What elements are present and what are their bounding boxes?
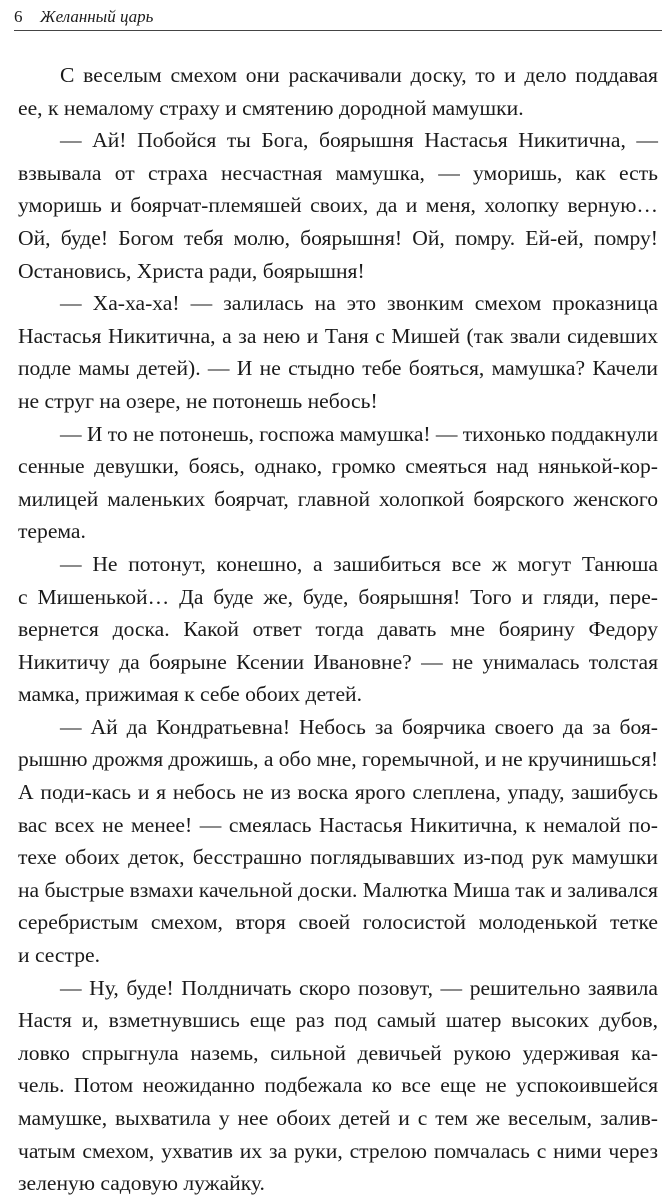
text-line: рышню дрожмя дрожишь, а обо мне, горемычной, и не кручинишься! bbox=[18, 747, 658, 772]
text-line: Настасья Никитична, а за нею и Таня с Мишей (так звали сидевших bbox=[18, 323, 658, 348]
text-line: уморишь и боярчат-племяшей своих, да и меня, холопку верную… bbox=[18, 193, 658, 218]
text-line: С веселым смехом они раскачивали доску, то и дело поддавая bbox=[60, 63, 658, 87]
text-line: подле мамы детей). — И не стыдно тебе бояться, мамушка? Качели bbox=[18, 356, 658, 381]
text-line: Ой, буде! Богом тебя молю, боярышня! Ой, помру. Ей-ей, помру! bbox=[18, 225, 658, 250]
text-line: милицей маленьких боярчат, главной холопкой боярского женского bbox=[18, 486, 658, 511]
text-line: — Ну, буде! Полдничать скоро позовут, — решительно заявила bbox=[60, 975, 658, 1000]
text-line: — Ай да Кондратьевна! Небось за боярчика своего да за боя- bbox=[60, 714, 658, 739]
text-line: взвывала от страха несчастная мамушка, — уморишь, как есть bbox=[18, 160, 658, 185]
text-line: с Мишенькой… Да буде же, буде, боярышня! Того и гляди, пере- bbox=[18, 584, 658, 609]
text-line: на быстрые взмахи качельной доски. Малютка Миша так и заливался bbox=[18, 877, 658, 902]
text-line: — И то не потонешь, госпожа мамушка! — тихонько поддакнули bbox=[60, 421, 658, 446]
text-line: Никитичу да боярыне Ксении Ивановне? — не унималась толстая bbox=[18, 649, 658, 674]
text-line: не струг на озере, не потонешь небось! bbox=[18, 388, 378, 413]
page-number: 6 bbox=[14, 7, 23, 26]
text-line: вернется доска. Какой ответ тогда давать мне боярину Федору bbox=[18, 617, 658, 642]
text-line: и сестре. bbox=[18, 943, 100, 968]
running-header bbox=[14, 6, 662, 31]
text-line: сенные девушки, боясь, однако, громко смеяться над нянькой-кор- bbox=[18, 454, 658, 479]
running-title: Желанный царь bbox=[40, 7, 154, 26]
page-body bbox=[18, 59, 658, 1200]
text-line: А поди-кась и я небось не из воска ярого слеплена, упаду, зашибусь bbox=[18, 780, 658, 805]
text-line: ловко спрыгнула наземь, сильной девичьей рукою удерживая ка- bbox=[18, 1040, 658, 1065]
text-line: серебристым смехом, вторя своей голосистой молоденькой тетке bbox=[18, 910, 658, 935]
text-line: Настя и, взметнувшись еще раз под самый шатер высоких дубов, bbox=[18, 1008, 658, 1033]
text-line: терема. bbox=[18, 519, 86, 544]
text-line: мамка, прижимая к себе обоих детей. bbox=[18, 682, 363, 707]
text-line: — Не потонут, конешно, а зашибиться все ж могут Танюша bbox=[60, 551, 658, 576]
text-line: мамушке, выхватила у нее обоих детей и с тем же веселым, залив- bbox=[18, 1106, 658, 1130]
text-line: чель. Потом неожиданно подбежала ко все еще не успокоившейся bbox=[18, 1073, 658, 1098]
text-line: вас всех не менее! — смеялась Настасья Никитична, к немалой по- bbox=[18, 812, 658, 837]
text-line: — Ха-ха-ха! — залилась на это звонким смехом проказница bbox=[60, 291, 658, 316]
text-line: зеленую садовую лужайку. bbox=[18, 1171, 265, 1196]
text-line: техе обоих деток, бесстрашно поглядывавших из-под рук мамушки bbox=[18, 845, 658, 870]
text-line: ее, к немалому страху и смятению дородной мамушки. bbox=[18, 95, 524, 120]
text-line: чатым смехом, ухватив их за руки, стрелою помчалась с ними через bbox=[18, 1138, 658, 1163]
text-line: Остановись, Христа ради, боярышня! bbox=[18, 258, 365, 283]
text-line: — Ай! Побойся ты Бога, боярышня Настасья Никитична, — bbox=[60, 128, 658, 153]
